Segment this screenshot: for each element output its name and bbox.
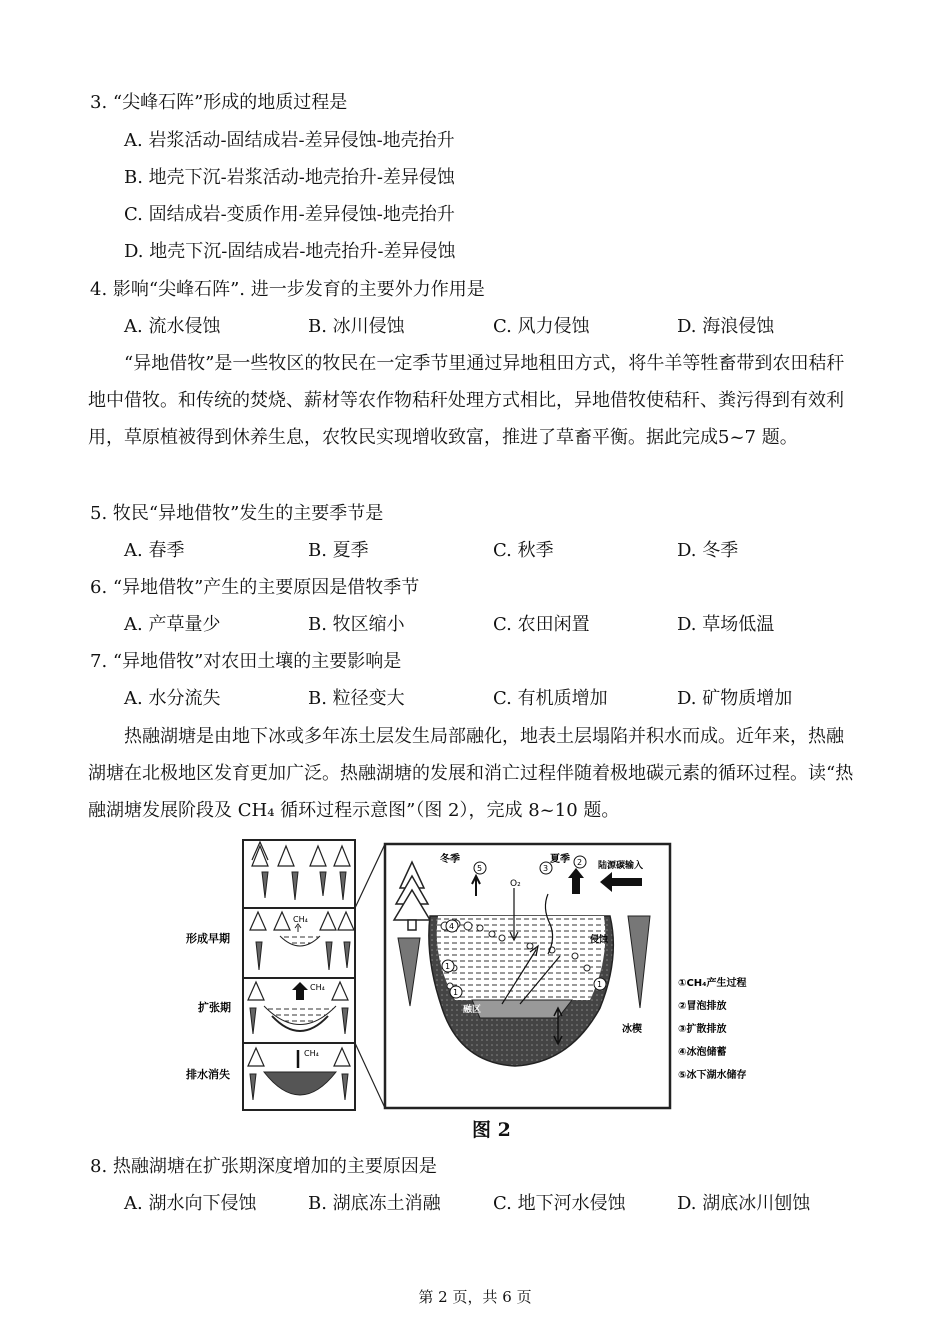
q5-option-a: A. 春季 bbox=[124, 540, 185, 561]
q7-stem: 7. “异地借牧”对农田土壤的主要影响是 bbox=[90, 651, 402, 672]
q4-option-a: A. 流水侵蚀 bbox=[124, 316, 221, 337]
melt-zone-label: 融区 bbox=[463, 1005, 482, 1015]
stage-label-drained: 排水消失 bbox=[186, 1068, 230, 1081]
stage-panel bbox=[243, 840, 355, 1110]
q3-option-d: D. 地壳下沉-固结成岩-地壳抬升-差异侵蚀 bbox=[124, 241, 456, 262]
stage-label-early: 形成早期 bbox=[186, 932, 230, 945]
svg-text:1: 1 bbox=[445, 962, 451, 971]
q4-option-d: D. 海浪侵蚀 bbox=[677, 316, 775, 337]
q6-option-c: C. 农田闲置 bbox=[493, 614, 590, 635]
q4-stem: 4. 影响“尖峰石阵”. 进一步发育的主要外力作用是 bbox=[90, 279, 485, 300]
legend-item-5: ⑤冰下湖水储存 bbox=[678, 1070, 747, 1081]
figure-2 bbox=[180, 838, 780, 1143]
q4-option-b: B. 冰川侵蚀 bbox=[308, 316, 405, 337]
q8-option-d: D. 湖底冰川刨蚀 bbox=[677, 1193, 811, 1214]
passage-grazing bbox=[88, 345, 860, 456]
winter-label: 冬季 bbox=[440, 854, 460, 865]
q6-stem: 6. “异地借牧”产生的主要原因是借牧季节 bbox=[90, 577, 420, 598]
legend-item-1: ①CH₄产生过程 bbox=[678, 978, 747, 989]
q3-option-a: A. 岩浆活动-固结成岩-差异侵蚀-地壳抬升 bbox=[124, 130, 455, 151]
q5-stem: 5. 牧民“异地借牧”发生的主要季节是 bbox=[90, 503, 384, 524]
q8-option-c: C. 地下河水侵蚀 bbox=[493, 1193, 626, 1214]
q3-stem: 3. “尖峰石阵”形成的地质过程是 bbox=[90, 92, 348, 113]
thermokarst-diagram bbox=[180, 838, 780, 1123]
q5-option-c: C. 秋季 bbox=[493, 540, 554, 561]
detail-panel bbox=[385, 844, 670, 1108]
legend-item-2: ②冒泡排放 bbox=[678, 1001, 727, 1012]
figure-legend bbox=[678, 976, 747, 1081]
q3-option-c: C. 固结成岩-变质作用-差异侵蚀-地壳抬升 bbox=[124, 204, 455, 225]
svg-text:1: 1 bbox=[453, 988, 459, 997]
ice-wedge-label: 冰楔 bbox=[622, 1024, 642, 1035]
q4-option-c: C. 风力侵蚀 bbox=[493, 316, 590, 337]
legend-item-4: ④冰泡储蓄 bbox=[678, 1047, 727, 1058]
q6-option-a: A. 产草量少 bbox=[124, 614, 221, 635]
q8-option-b: B. 湖底冻土消融 bbox=[308, 1193, 441, 1214]
o2-label: O₂ bbox=[510, 879, 521, 889]
figure-caption: 图 2 bbox=[472, 1119, 511, 1141]
svg-text:2: 2 bbox=[577, 858, 583, 867]
ch4-label-expansion: CH₄ bbox=[310, 983, 325, 992]
q6-option-d: D. 草场低温 bbox=[677, 614, 775, 635]
legend-item-3: ③扩散排放 bbox=[678, 1024, 727, 1035]
summer-label: 夏季 bbox=[550, 854, 570, 865]
svg-text:1: 1 bbox=[597, 980, 603, 989]
q7-option-d: D. 矿物质增加 bbox=[677, 688, 793, 709]
q7-option-a: A. 水分流失 bbox=[124, 688, 221, 709]
ch4-label-drained: CH₄ bbox=[304, 1049, 319, 1058]
q7-option-b: B. 粒径变大 bbox=[308, 688, 405, 709]
passage-thermokarst bbox=[88, 718, 860, 829]
q6-option-b: B. 牧区缩小 bbox=[308, 614, 405, 635]
q5-option-d: D. 冬季 bbox=[677, 540, 739, 561]
q8-stem: 8. 热融湖塘在扩张期深度增加的主要原因是 bbox=[90, 1156, 437, 1177]
q8-option-a: A. 湖水向下侵蚀 bbox=[124, 1193, 257, 1214]
ch4-label-early: CH₄ bbox=[293, 915, 308, 924]
svg-text:4: 4 bbox=[449, 922, 455, 931]
page-footer: 第 2 页，共 6 页 bbox=[418, 1288, 532, 1306]
passage-grazing-text: “异地借牧”是一些牧区的牧民在一定季节里通过异地租田方式，将牛羊等牲畜带到农田秸秆地中借牧。和传统的焚烧、薪材等农作物秸秆处理方式相比，异地借牧使秸秆、粪污得到有效利用，草原植被得到休养生息，农牧民实现增收致富，推进了草畜平衡。据此完成5~7 题。 bbox=[88, 353, 845, 448]
svg-text:5: 5 bbox=[477, 864, 483, 873]
q7-option-c: C. 有机质增加 bbox=[493, 688, 608, 709]
svg-text:3: 3 bbox=[543, 864, 549, 873]
q3-option-b: B. 地壳下沉-岩浆活动-地壳抬升-差异侵蚀 bbox=[124, 167, 455, 188]
stage-label-expansion: 扩张期 bbox=[198, 1001, 231, 1014]
erosion-label: 侵蚀 bbox=[590, 935, 609, 945]
passage-thermokarst-text: 热融湖塘是由地下冰或多年冻土层发生局部融化，地表土层塌陷并积水而成。近年来，热融湖塘在北极地区发育更加广泛。热融湖塘的发展和消亡过程伴随着极地碳元素的循环过程。读“热融湖塘发展阶段及 CH₄ 循环过程示意图”（图 2），完成 8~10 题。 bbox=[88, 726, 854, 821]
land-carbon-label: 陆源碳输入 bbox=[598, 861, 644, 871]
q5-option-b: B. 夏季 bbox=[308, 540, 369, 561]
